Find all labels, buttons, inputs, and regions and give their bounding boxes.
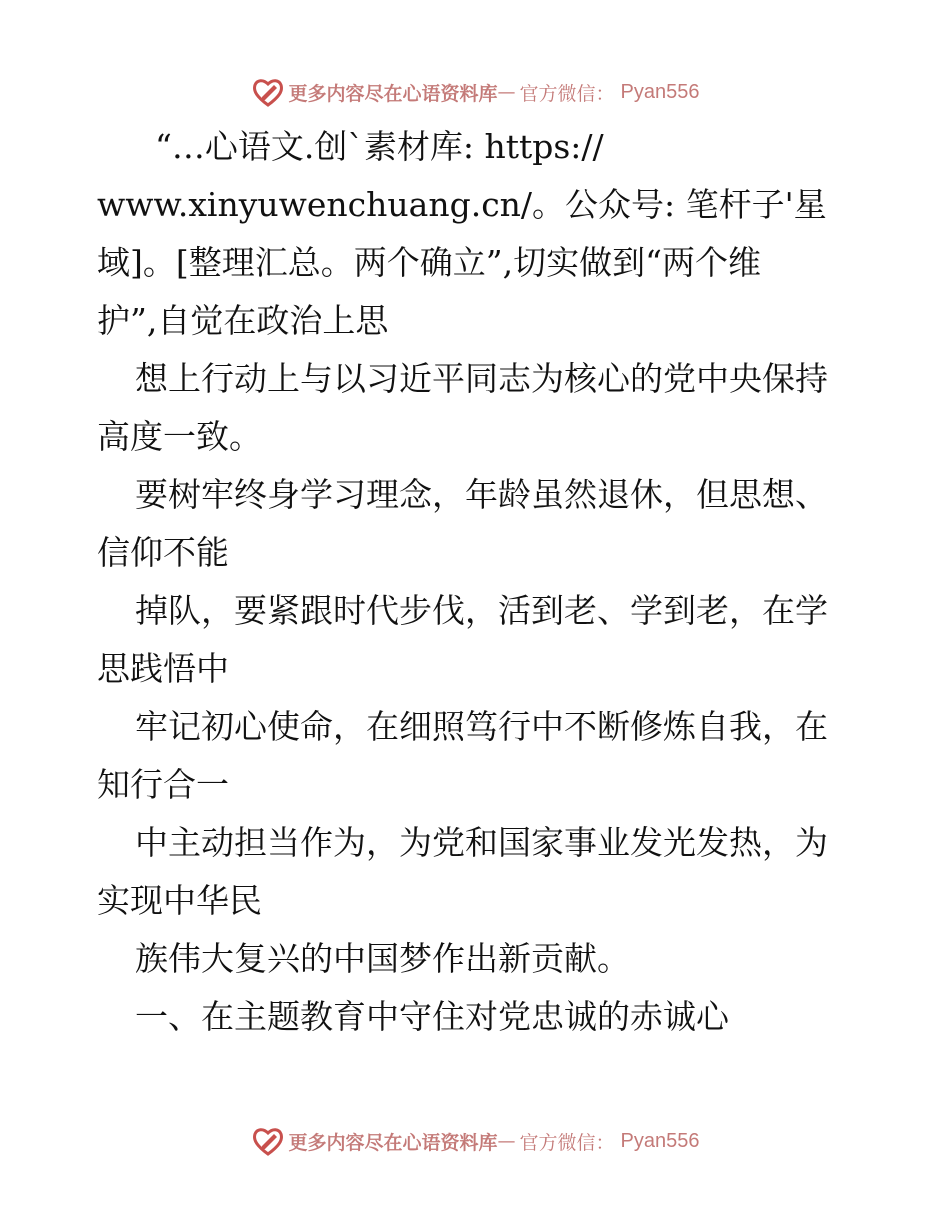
paragraph-line: 要树牢终身学习理念，年龄虽然退休，但思想、 xyxy=(135,475,828,514)
banner-separator: — xyxy=(497,1130,516,1152)
paragraph-line: 族伟大复兴的中国梦作出新贡献。 xyxy=(135,939,630,978)
paragraph-line: 知行合一 xyxy=(97,765,229,804)
paragraph-line: 牢记初心使命，在细照笃行中不断修炼自我，在 xyxy=(135,707,828,746)
paragraph-line: “…心语文.创`素材库: https:// xyxy=(155,127,604,166)
heart-pen-logo-icon xyxy=(251,75,285,109)
paragraph-line: 高度一致。 xyxy=(97,417,262,456)
paragraph-line: 想上行动上与以习近平同志为核心的党中央保持 xyxy=(135,359,828,398)
paragraph-line: www.xinyuwenchuang.cn/。公众号: 笔杆子'星 xyxy=(97,185,827,224)
banner-site-text: 更多内容尽在心语资料库 xyxy=(288,1131,498,1154)
paragraph-line: 思践悟中 xyxy=(97,649,229,688)
paragraph-line: 域]。[整理汇总。两个确立”,切实做到“两个维 xyxy=(97,243,761,282)
document-body xyxy=(97,118,857,1046)
header-banner xyxy=(0,72,950,112)
section-heading: 一、在主题教育中守住对党忠诚的赤诚心 xyxy=(135,997,729,1036)
banner-site-text: 更多内容尽在心语资料库 xyxy=(288,82,498,105)
banner-wechat-id: Pyan556 xyxy=(620,80,700,103)
paragraph-line: 掉队，要紧跟时代步伐，活到老、学到老，在学 xyxy=(135,591,828,630)
banner-separator: — xyxy=(497,81,516,103)
paragraph-line: 中主动担当作为，为党和国家事业发光发热，为 xyxy=(135,823,828,862)
banner-wechat-id: Pyan556 xyxy=(620,1129,700,1152)
paragraph-line: 护”,自觉在政治上思 xyxy=(97,301,389,340)
banner-wechat-label: 官方微信： xyxy=(519,82,615,105)
footer-banner xyxy=(0,1121,950,1161)
paragraph-line: 实现中华民 xyxy=(97,881,262,920)
paragraph-line: 信仰不能 xyxy=(97,533,229,572)
heart-pen-logo-icon xyxy=(251,1124,285,1158)
banner-wechat-label: 官方微信： xyxy=(519,1131,615,1154)
